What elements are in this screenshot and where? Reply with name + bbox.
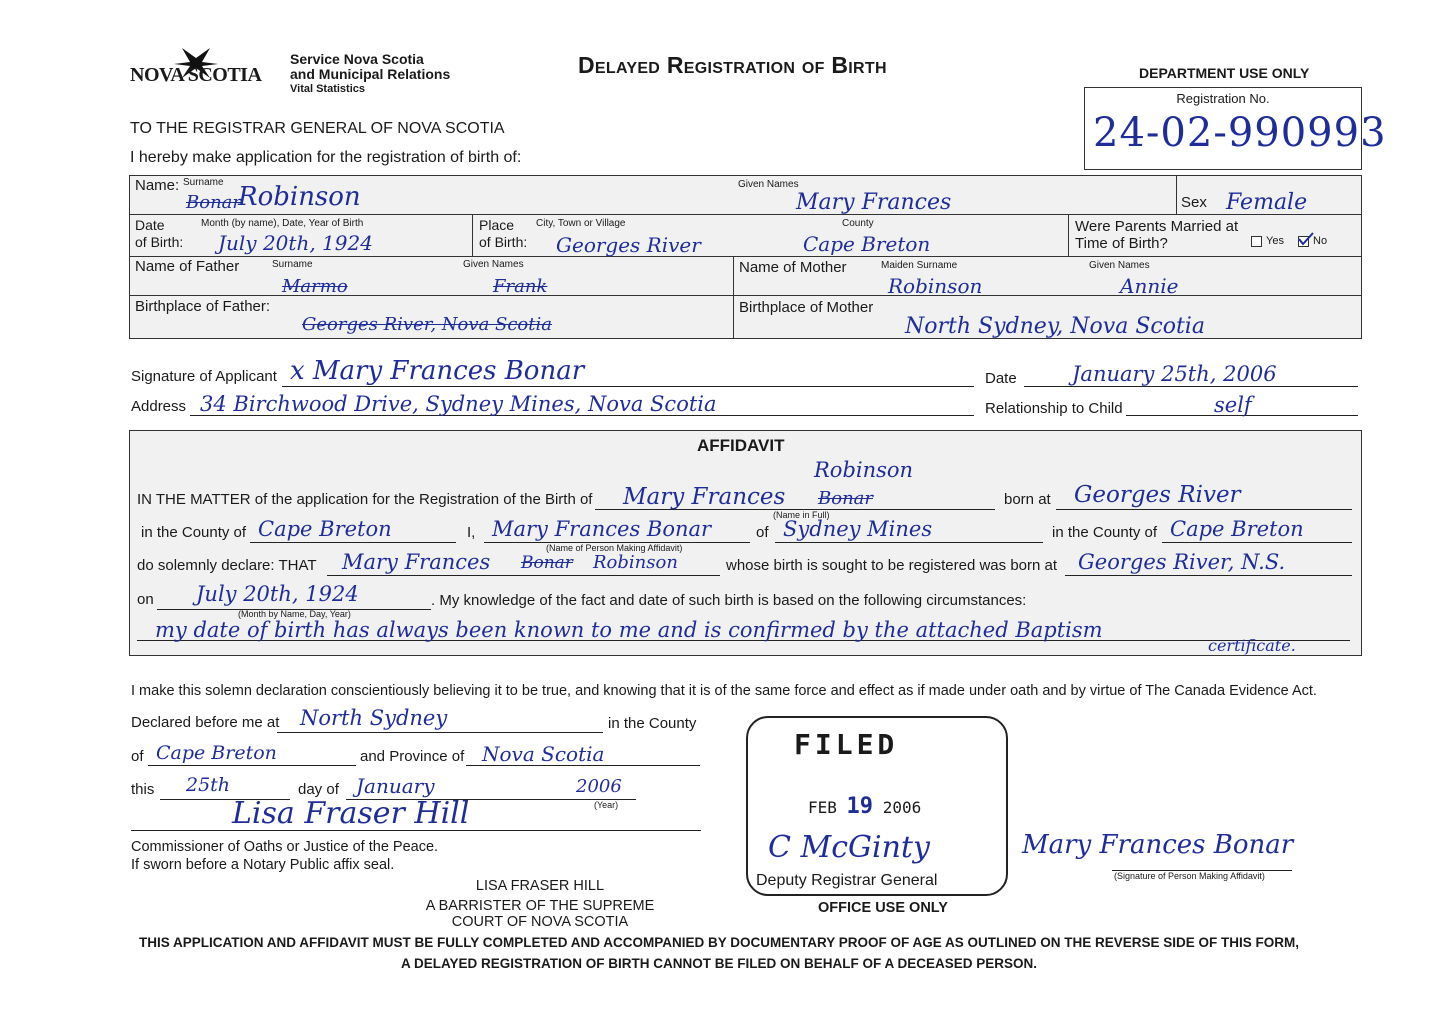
service-line-3: Vital Statistics [290,83,365,95]
registration-box [1084,87,1387,170]
surname-struck: Bonar [186,192,241,213]
date-of-birth-value: July 20th, 1924 [218,231,373,255]
mother-surname-value: Robinson [888,274,983,298]
affidavit-county-value: Cape Breton [258,517,392,541]
given-names-hint: Given Names [738,179,799,190]
affiant-hint: (Name of Person Making Affidavit) [546,543,683,553]
married-no-checkbox[interactable] [1298,235,1327,247]
declared-before-label: Declared before me at [131,714,280,731]
relationship-label: Relationship to Child [985,400,1123,417]
commissioner-signature: Lisa Fraser Hill [232,796,470,831]
father-birthplace-value: Georges River, Nova Scotia [302,314,552,335]
on-hint: (Month by Name, Day, Year) [238,609,351,619]
county-hint: County [842,218,874,229]
to-registrar: TO THE REGISTRAR GENERAL OF NOVA SCOTIA [130,120,505,137]
on-label: on [137,591,154,608]
mother-given-value: Annie [1120,274,1179,298]
declare-insert: Robinson [593,552,678,573]
affiant-name: Mary Frances Bonar [492,517,712,541]
affidavit-matter-insert: Robinson [814,458,914,482]
father-given-hint: Given Names [463,259,524,270]
married-no-label: No [1313,235,1328,247]
filed-date [808,794,921,819]
declare-name: Mary Frances [342,550,491,574]
solemn-declaration-text: I make this solemn declaration conscientiously believing it to be true, and knowing that it is of the same force and effect as if made under oath and by virtue of The Canada Evidence Act. [131,683,1317,699]
nova-scotia-logo [130,44,280,84]
affidavit-i-label: I, [467,524,476,541]
declare-label: do solemnly declare: THAT [137,557,317,574]
commissioner-stamp [380,876,700,932]
decl-of-value: Cape Breton [156,742,277,764]
commissioner-label: Commissioner of Oaths or Justice of the Peace. [131,839,439,855]
filed-stamp [746,716,1008,896]
circumstances-cont: certificate. [1208,636,1296,655]
year-value: 2006 [576,776,622,797]
province-label: and Province of [360,748,465,765]
sex-label: Sex [1181,194,1207,211]
stamp-name: LISA FRASER HILL [475,878,605,894]
married-yes-label: Yes [1266,235,1284,247]
sought-place: Georges River, N.S. [1078,550,1286,574]
date-of-birth-label-1: Date [135,217,165,233]
affiant-signature-hint: (Signature of Person Making Affidavit) [1114,871,1265,881]
dept-use-only: DEPARTMENT USE ONLY [1139,65,1310,81]
mother-given-hint: Given Names [1089,260,1150,271]
sex-value: Female [1226,190,1308,215]
affidavit-county-value-2: Cape Breton [1170,517,1304,541]
place-hint: City, Town or Village [536,218,626,229]
address-value: 34 Birchwood Drive, Sydney Mines, Nova Scotia [200,392,717,416]
footer-line-1: THIS APPLICATION AND AFFIDAVIT MUST BE FULLY COMPLETED AND ACCOMPANIED BY DOCUMENTARY PROOF OF AGE AS OUTLINED ON THE REVERSE SIDE OF THIS FORM, [138,935,1300,950]
notary-note: If sworn before a Notary Public affix seal. [131,857,395,873]
father-name-label: Name of Father [135,258,240,275]
parents-married-label-1: Were Parents Married at [1075,218,1239,235]
deputy-signature: C McGinty [768,830,930,865]
applicant-signature: x Mary Frances Bonar [290,356,585,386]
form-title: Delayed Registration of Birth [578,52,887,78]
relationship-value: self [1214,393,1252,417]
place-of-birth-label-1: Place [479,217,515,233]
applicant-date-value: January 25th, 2006 [1072,362,1277,386]
registration-no: 24-02-990993 [1093,110,1387,156]
this-label: this [131,781,155,798]
place-of-birth-value: Georges River [556,233,701,257]
affidavit-matter-text: IN THE MATTER of the application for the Registration of the Birth of [137,491,593,508]
father-birthplace-label: Birthplace of Father: [135,298,271,315]
service-block [290,52,450,97]
affiant-signature: Mary Frances Bonar [1022,830,1294,860]
office-use-only: OFFICE USE ONLY [818,900,948,916]
affidavit-matter-name: Mary Frances [623,484,786,510]
mother-birthplace-label: Birthplace of Mother [739,299,874,316]
footer-line-2: A DELAYED REGISTRATION OF BIRTH CANNOT BE FILED ON BEHALF OF A DECEASED PERSON. [400,956,1038,971]
married-yes-checkbox[interactable] [1251,235,1284,247]
affidavit-county-label-2: in the County of [1052,524,1158,541]
born-at-value: Georges River [1074,482,1241,508]
born-at-label: born at [1004,491,1051,508]
knowledge-text: . My knowledge of the fact and date of such birth is based on the following circumstances: [431,592,1027,609]
stamp-line-2: A BARRISTER OF THE SUPREME [425,898,655,914]
in-county-label: in the County [608,715,697,732]
date-of-birth-label-2: of Birth: [135,234,184,250]
father-surname-value: Marmo [282,276,348,297]
mother-birthplace-value: North Sydney, Nova Scotia [905,314,1205,339]
surname-hint: Surname [183,177,224,188]
given-names-value: Mary Frances [796,190,952,215]
affidavit-of-label: of [756,524,769,541]
year-hint: (Year) [594,800,619,810]
province-value: Nova Scotia [482,742,605,766]
date-of-birth-hint: Month (by name), Date, Year of Birth [201,218,364,229]
month-value: January [356,774,435,798]
decl-of-label: of [131,748,144,765]
applicant-signature-label: Signature of Applicant [131,368,277,385]
parents-married-label-2: Time of Birth? [1075,235,1168,252]
service-line-2: and Municipal Relations [290,66,451,82]
name-label: Name: [135,177,180,194]
stamp-line-3: COURT OF NOVA SCOTIA [451,914,629,930]
filed-month: FEB [808,798,837,817]
affidavit-matter-struck: Bonar [818,488,873,509]
filed-day: 19 [846,794,874,819]
affidavit-title: AFFIDAVIT [697,436,785,455]
surname-value: Robinson [238,182,361,212]
father-surname-hint: Surname [272,259,313,270]
day-value: 25th [186,774,231,796]
mother-surname-hint: Maiden Surname [881,260,958,271]
declare-struck: Bonar [521,553,573,573]
logo-text: NOVA SCOTIA [130,64,262,86]
place-of-birth-label-2: of Birth: [479,234,528,250]
check-mark-icon [1298,232,1314,246]
sought-text: whose birth is sought to be registered was born at [726,557,1058,574]
filed-text: FILED [794,728,899,761]
name-in-full-hint: (Name in Full) [773,510,830,520]
affidavit-of-value: Sydney Mines [783,517,933,541]
mother-name-label: Name of Mother [739,259,847,276]
on-value: July 20th, 1924 [196,582,359,606]
declared-before-value: North Sydney [300,706,448,730]
address-label: Address [131,398,187,415]
county-value: Cape Breton [803,232,931,256]
service-line-1: Service Nova Scotia [290,51,424,67]
affidavit-county-label: in the County of [141,524,247,541]
registration-no-label: Registration No. [1176,91,1270,106]
deputy-label: Deputy Registrar General [756,872,938,889]
father-given-value: Frank [493,276,548,297]
applicant-date-label: Date [985,370,1017,387]
filed-year: 2006 [882,798,922,817]
application-line: I hereby make application for the registration of birth of: [130,149,522,166]
day-of-label: day of [298,781,339,798]
circumstances-value: my date of birth has always been known to me and is confirmed by the attached Baptism [155,618,1103,642]
